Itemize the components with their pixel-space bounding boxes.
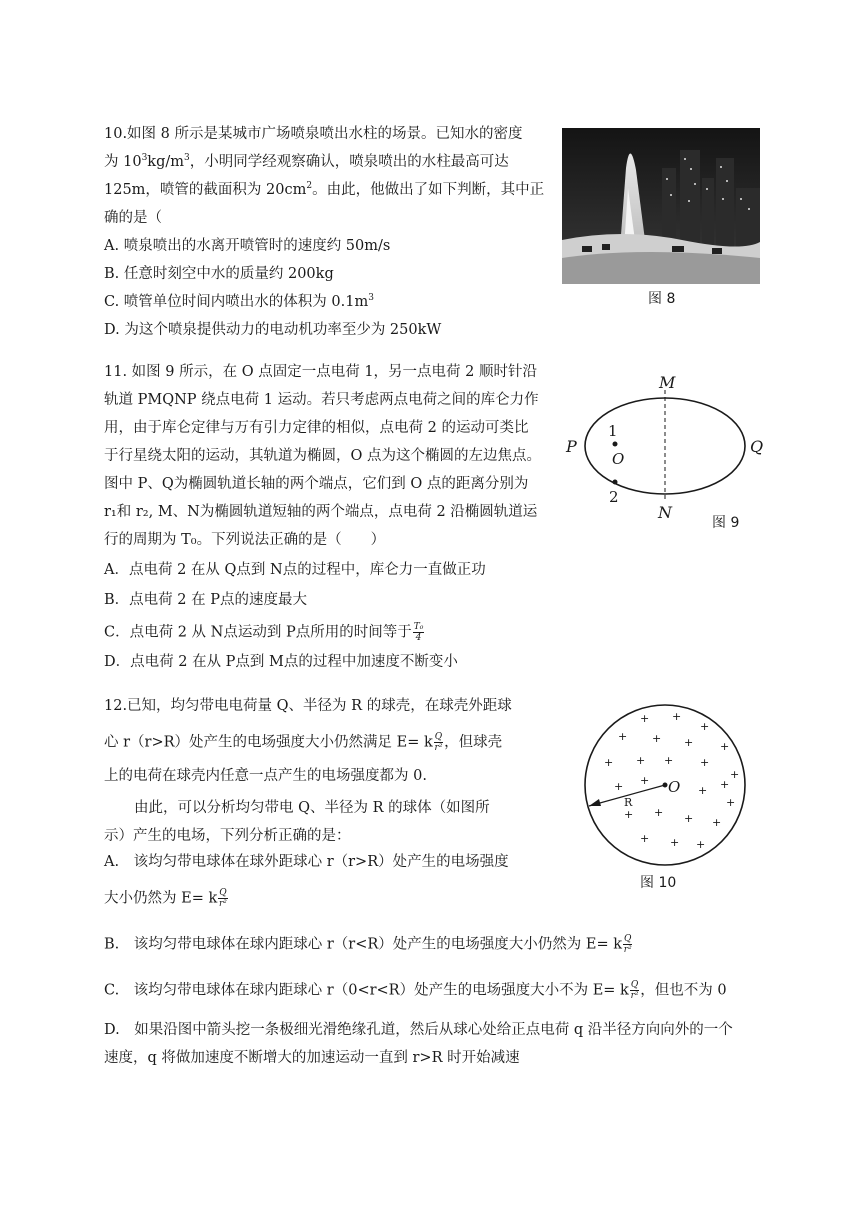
fountain-photo [562,128,760,284]
arrow-head [589,799,601,806]
plus-sign: + [730,768,740,781]
plus-sign: + [614,780,624,793]
label-o-center: O [668,778,681,796]
q12-option-a-line2: 大小仍然为 E= k $\frac{Q}{\text{r²}}$ [104,888,227,909]
q12-line2: 心 r（r>R）处产生的电场强度大小仍然满足 E= k $\frac{Q}{\text{r²}}$ ，但球壳 [104,732,503,753]
label-n: N [658,503,672,520]
plus-sign: + [624,808,634,821]
q10-line2: 为 $10^3kg/m^3$，小明同学经观察确认，喷泉喷出的水柱最高可达 [104,153,509,170]
q11-option-b: B．点电荷 2 在 P点的速度最大 [104,592,307,608]
plus-sign: + [640,832,650,845]
q11-line6: r₁和 r₂, M、N为椭圆轨道短轴的两个端点，点电荷 2 沿椭圆轨道运 [104,504,538,520]
q11-line2: 轨道 PMQNP 绕点电荷 1 运动。若只考虑两点电荷之间的库仑力作 [104,392,539,408]
q11-option-a: A．点电荷 2 在从 Q点到 N点的过程中，库仑力一直做正功 [104,562,486,578]
focus-point-o [613,442,618,447]
plus-sign: + [670,836,680,849]
q12-line4: 由此，可以分析均匀带电 Q、半径为 R 的球体（如图所 [134,800,490,816]
plus-sign: + [640,774,650,787]
q10-line3: 125m，喷管的截面积为 $20cm^2$。由此，他做出了如下判断，其中正 [104,181,545,198]
plus-sign: + [672,710,682,723]
q10-line1: 10.如图 8 所示是某城市广场喷泉喷出水柱的场景。已知水的密度 [104,126,523,142]
q10-option-a: A. 喷泉喷出的水离开喷管时的速度约 50m/s [104,238,391,254]
q10-option-d: D. 为这个喷泉提供动力的电动机功率至少为 250kW [104,322,442,338]
plus-sign: + [700,756,710,769]
label-q: Q [750,437,764,456]
label-1: 1 [608,422,618,440]
center-point [663,783,668,788]
plus-sign: + [664,754,674,767]
q12-option-d-line1: D. 如果沿图中箭头挖一条极细光滑绝缘孔道，然后从球心处给正点电荷 q 沿半径方向向外的一个 [104,1022,733,1038]
plus-sign: + [696,838,706,851]
plus-sign: + [726,796,736,809]
label-o: O [612,450,625,468]
figure-10-caption: 图 10 [640,875,677,891]
q10-option-b: B. 任意时刻空中水的质量约 200kg [104,266,334,282]
plus-sign: + [654,806,664,819]
label-r-radius: R [624,796,633,809]
q10-option-c: C. 喷管单位时间内喷出水的体积为 $0.1m^3$ [104,293,374,310]
plus-sign: + [684,736,694,749]
fraction-t0-over-4: $\frac{\text{T₀}}{4}$ [413,622,424,643]
q11-line7: 行的周期为 T₀。下列说法正确的是（ ） [104,532,386,548]
plus-sign: + [720,778,730,791]
plus-sign: + [700,720,710,733]
plus-sign: + [720,740,730,753]
q12-option-b: B. 该均匀带电球体在球内距球心 r（r<R）处产生的电场强度大小仍然为 E= k $\frac{Q}{\text{r²}}$ [104,934,632,955]
figure-8-caption: 图 8 [648,291,676,307]
label-p: P [566,437,577,456]
plus-sign: + [618,730,628,743]
q11-line1: 11. 如图 9 所示，在 O 点固定一点电荷 1，另一点电荷 2 顺时针沿 [104,364,537,380]
charged-sphere-diagram [580,700,750,870]
q11-line5: 图中 P、Q为椭圆轨道长轴的两个端点，它们到 O 点的距离分别为 [104,476,529,492]
q12-line1: 12.已知，均匀带电电荷量 Q、半径为 R 的球壳，在球壳外距球 [104,698,512,714]
plus-sign: + [604,756,614,769]
q12-line3: 上的电荷在球壳内任意一点产生的电场强度都为 0. [104,768,427,784]
q12-option-c: C. 该均匀带电球体在球内距球心 r（0<r<R）处产生的电场强度大小不为 E= k $\frac{Q}{\text{r²}}$ ，但也不为 0 [104,980,727,1001]
plus-sign: + [698,784,708,797]
label-m: M [659,373,676,392]
q12-line5: 示）产生的电场，下列分析正确的是： [104,828,351,844]
q11-option-d: D．点电荷 2 在从 P点到 M点的过程中加速度不断变小 [104,654,458,670]
fraction-q-over-r2: $\frac{Q}{\text{r²}}$ [434,732,443,753]
q12-option-a-line1: A. 该均匀带电球体在球外距球心 r（r>R）处产生的电场强度 [104,854,509,870]
q10-line4: 确的是（ [104,210,162,226]
q11-line4: 于行星绕太阳的运动，其轨道为椭圆，O 点为这个椭圆的左边焦点。 [104,448,541,464]
figure-9-caption: 图 9 [712,515,740,531]
charge-2-point [613,480,618,485]
q11-option-c: C．点电荷 2 从 N点运动到 P点所用的时间等于 $\frac{\text{T₀}}{4}$ [104,622,424,643]
plus-sign: + [640,712,650,725]
ellipse-orbit-diagram [560,370,770,520]
plus-sign: + [636,754,646,767]
q11-line3: 用，由于库仑定律与万有引力定律的相似，点电荷 2 的运动可类比 [104,420,529,436]
plus-sign: + [684,812,694,825]
label-2: 2 [609,488,619,506]
plus-sign: + [712,816,722,829]
plus-sign: + [652,732,662,745]
q12-option-d-line2: 速度，q 将做加速度不断增大的加速运动一直到 r>R 时开始减速 [104,1050,520,1066]
